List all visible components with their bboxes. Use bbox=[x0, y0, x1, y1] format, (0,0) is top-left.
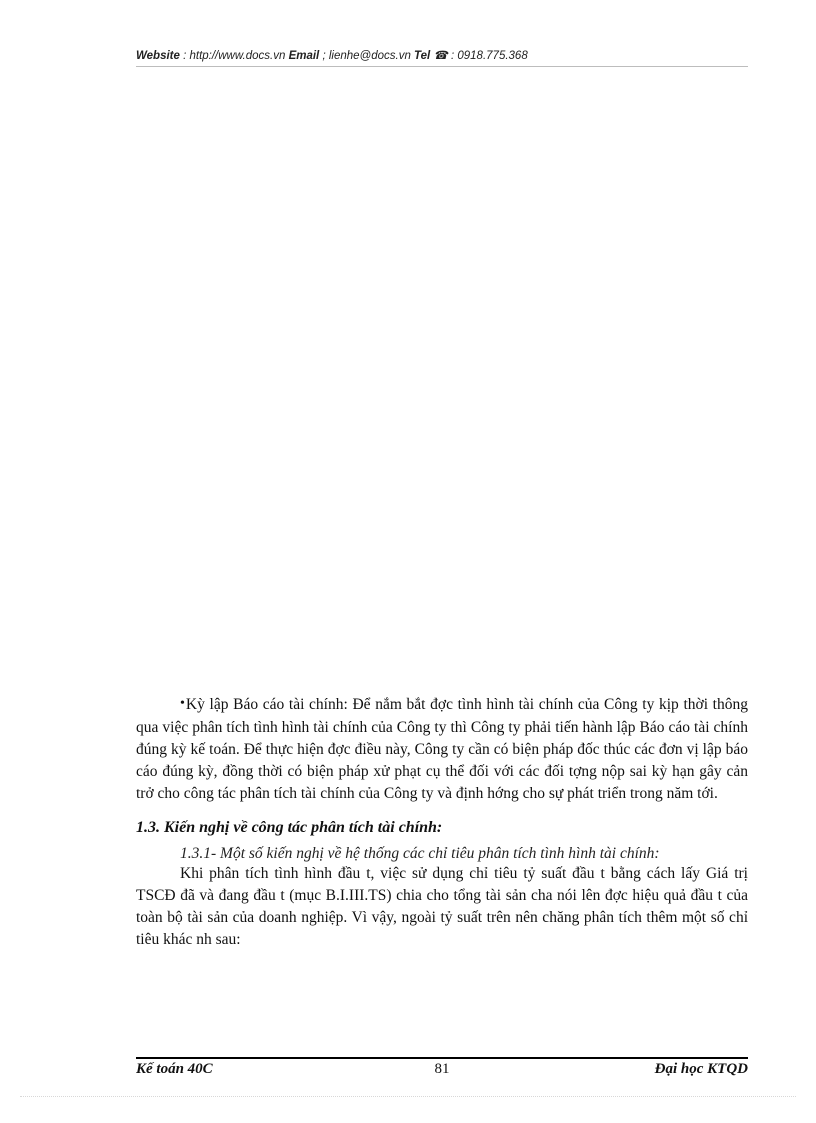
section-heading: 1.3. Kiến nghị về công tác phân tích tài chính: bbox=[136, 819, 443, 836]
footer-class-name: Kế toán 40C bbox=[136, 1061, 213, 1077]
subsection-heading: 1.3.1- Một số kiến nghị về hệ thống các chỉ tiêu phân tích tình hình tài chính: bbox=[180, 845, 660, 862]
bullet-icon: • bbox=[180, 696, 185, 711]
page-bottom-edge bbox=[20, 1096, 796, 1097]
paragraph-investment-ratio: Khi phân tích tình hình đầu t, việc sử dụng chỉ tiêu tỷ suất đầu t bằng cách lấy Giá trị TSCĐ đã và đang đầu t (mục B.I.III.TS) chia cho tổng tài sản cha nói lên đợc hiệu quả đầu t của toàn bộ tài sản của doanh nghiệp. Vì vậy, ngoài tỷ suất trên nên chăng phân tích thêm một số chỉ tiêu khác nh sau: bbox=[136, 865, 748, 948]
website-label: Website bbox=[136, 50, 180, 62]
tel-number: : 0918.775.368 bbox=[450, 50, 528, 62]
page-footer bbox=[136, 1061, 748, 1077]
page-number: 81 bbox=[434, 1061, 450, 1077]
tel-label: Tel bbox=[414, 50, 431, 62]
page-content bbox=[136, 694, 748, 951]
footer-divider bbox=[136, 1057, 748, 1059]
paragraph-reporting-period-text: Kỳ lập Báo cáo tài chính: Để nắm bắt đợc tình hình tài chính của Công ty kịp thời thông qua việc phân tích tình hình tài chính của Công ty thì Công ty phải tiến hành lập Báo cáo tài chính đúng kỳ kế toán. Để thực hiện đợc điều này, Công ty cần có biện pháp đốc thúc các đơn vị lập báo cáo đúng kỳ, đồng thời có biện pháp xử phạt cụ thể đối với các đối tợng nộp sai kỳ hạn gây cản trở cho công tác phân tích tài chính của Công ty và định hớng cho sự phát triển trong năm tới. bbox=[136, 696, 748, 802]
phone-icon: ☎ bbox=[433, 50, 448, 62]
email-label: Email bbox=[288, 50, 320, 62]
page-header bbox=[136, 48, 748, 62]
email-address[interactable]: ; lienhe@docs.vn bbox=[322, 50, 411, 62]
header-divider bbox=[136, 66, 748, 67]
paragraph-reporting-period bbox=[136, 694, 748, 805]
website-url[interactable]: : http://www.docs.vn bbox=[183, 50, 286, 62]
footer-university: Đại học KTQD bbox=[654, 1061, 748, 1077]
